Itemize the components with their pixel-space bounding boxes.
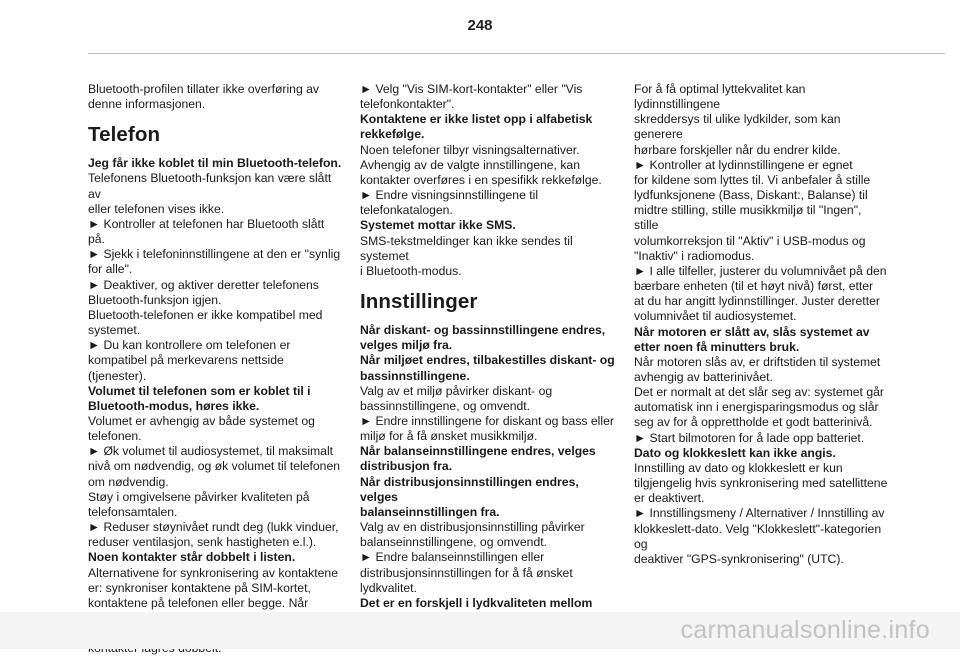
body-paragraph: Noen telefoner tilbyr visningsalternativer. Avhengig av de valgte innstillingene, kan kontakter overføres i en spesifikk rekkefølge. ► Endre visningsinnstillingene til telefonkatalogen. [360,142,602,218]
top-divider [88,53,945,54]
question-heading: Når balanseinnstillingene endres, velges distribusjon fra. Når distribusjonsinnstillingen endres, velges balanseinnstillingen fra. [360,444,596,519]
column-2 [360,82,615,626]
body-paragraph: Når motoren slås av, er driftstiden til systemet avhengig av batterinivået. Det er normalt at det slår seg av: systemet går automatisk inn i energisparingsmodus og slår seg av for å opprettholde et godt batterinivå. ► Start bilmotoren for å lade opp batteriet. [634,354,884,445]
page-number: 248 [467,17,493,34]
question-heading: Volumet til telefonen som er koblet til i Bluetooth-modus, høres ikke. [88,383,311,413]
body-paragraph: Volumet er avhengig av både systemet og telefonen. ► Øk volumet til audiosystemet, til maksimalt nivå om nødvendig, og øk volumet til telefonen om nødvendig. Støy i omgivelsene påvirker kvaliteten på telefonsamtalen. ► Reduser støynivået rundt deg (lukk vinduer, reduser ventilasjon, senk hastigheten e.l.). [88,413,341,550]
question-heading: Når diskant- og bassinnstillingene endres, velges miljø fra. Når miljøet endres, tilbakestilles diskant- og bassinnstillingene. [360,323,615,383]
watermark[interactable]: carmanualsonline.info [680,616,930,644]
body-paragraph: Valg av en distribusjonsinnstilling påvirker balanseinnstillingene, og omvendt. ► Endre balanseinnstillingen eller distribusjonsinnstillingen for å få ønsket lydkvalitet. [360,520,585,595]
question-heading: Kontaktene er ikke listet opp i alfabetisk rekkefølge. [360,112,593,142]
body-paragraph: Bluetooth-profilen tillater ikke overføring av denne informasjonen. [88,82,319,112]
body-paragraph: Innstilling av dato og klokkeslett er kun tilgjengelig hvis synkronisering med satellittene er deaktivert. ► Innstillingsmeny / Alternativer / Innstilling av klokkeslett-dato. Velg "Klokkeslett"-kategorien og deaktiver "GPS-synkronisering" (UTC). [634,460,888,566]
body-paragraph: Alternativene for synkronisering av kontaktene er: synkroniser kontaktene på SIM-kortet, kontaktene på telefonen eller begge. Når [88,565,338,610]
question-heading: Det er en forskjell i lydkvaliteten mellom [360,595,593,610]
body-paragraph: For å få optimal lyttekvalitet kan lydinnstillingene skreddersys til ulike lydkilder, som kan generere hørbare forskjeller når du endrer kilde. ► Kontroller at lydinnstillingene er egnet for kildene som lyttes til. Vi anbefaler å stille lydfunksjonene (Bass, Diskant:, Balanse) til midtre stilling, stille musikkmiljø til "Ingen", stille volumkorreksjon til "Aktiv" i USB-modus og "Inaktiv" i radiomodus. ► I alle tilfeller, justerer du volumnivået på den bærbare enheten (til et høyt nivå) først, etter at du har angitt lydinnstillinger. Juster deretter volumnivået til audiosystemet. [634,82,887,324]
column-1 [88,82,343,656]
column-3 [634,82,889,567]
section-heading: Telefon [88,123,161,147]
section-heading: Innstillinger [360,290,478,314]
body-paragraph: ► Velg "Vis SIM-kort-kontakter" eller "Vis telefonkontakter". [360,82,583,112]
question-heading: Jeg får ikke koblet til min Bluetooth-telefon. [88,156,342,171]
question-heading: Noen kontakter står dobbelt i listen. [88,550,296,565]
body-paragraph: SMS-tekstmeldinger kan ikke sendes til systemet i Bluetooth-modus. [360,233,573,278]
question-heading: Dato og klokkeslett kan ikke angis. [634,445,836,460]
body-paragraph: Telefonens Bluetooth-funksjon kan være slått av eller telefonen vises ikke. ► Kontroller at telefonen har Bluetooth slått på. ► Sjekk i telefoninnstillingene at den er "synlig for alle". ► Deaktiver, og aktiver deretter telefonens Bluetooth-funksjon igjen. Bluetooth-telefonen er ikke kompatibel med systemet. ► Du kan kontrollere om telefonen er kompatibel på merkevarens nettside (tjenester). [88,171,341,383]
question-heading: Når motoren er slått av, slås systemet av etter noen få minutters bruk. [634,324,870,354]
body-paragraph: Valg av et miljø påvirker diskant- og bassinnstillingene, og omvendt. ► Endre innstillingene for diskant og bass eller miljø for å få ønsket musikkmiljø. [360,383,614,444]
question-heading: Systemet mottar ikke SMS. [360,218,516,233]
